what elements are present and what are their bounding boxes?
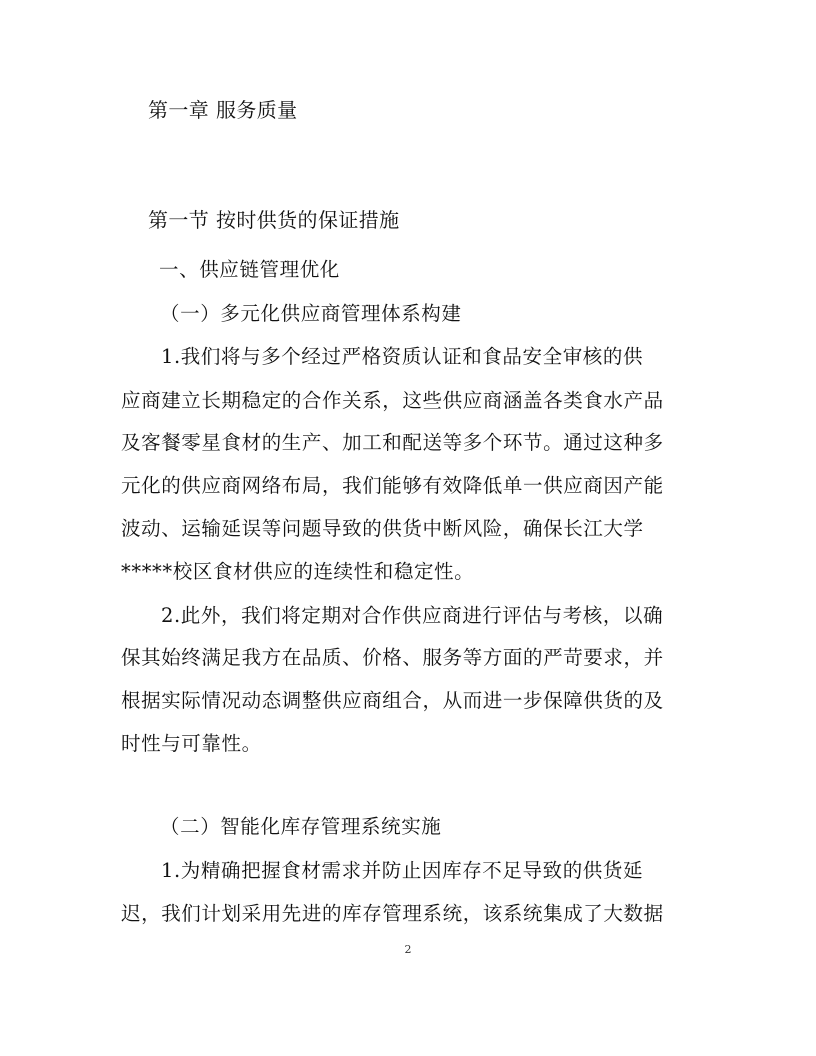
paragraph-line: 1.我们将与多个经过严格资质认证和食品安全审核的供 xyxy=(161,345,644,368)
paragraph-line: 应商建立长期稳定的合作关系，这些供应商涵盖各类食水产品 xyxy=(121,389,664,412)
paragraph-line: 根据实际情况动态调整供应商组合，从而进一步保障供货的及 xyxy=(121,689,664,712)
paragraph-line: 时性与可靠性。 xyxy=(121,732,262,755)
heading-supply-chain: 一、供应链管理优化 xyxy=(159,258,340,281)
paragraph-line: 保其始终满足我方在品质、价格、服务等方面的严苛要求，并 xyxy=(121,646,664,669)
paragraph-line: 迟，我们计划采用先进的库存管理系统，该系统集成了大数据 xyxy=(121,902,664,925)
page-number: 2 xyxy=(404,943,412,956)
section-title: 第一节 按时供货的保证措施 xyxy=(148,208,400,232)
paragraph-line: 及客餐零星食材的生产、加工和配送等多个环节。通过这种多 xyxy=(121,431,664,454)
paragraph-line: 1.为精确把握食材需求并防止因库存不足导致的供货延 xyxy=(161,859,644,882)
chapter-title: 第一章 服务质量 xyxy=(148,98,298,122)
subheading-supplier-system: （一）多元化供应商管理体系构建 xyxy=(160,302,462,325)
paragraph-line: 2.此外，我们将定期对合作供应商进行评估与考核，以确 xyxy=(161,604,664,627)
paragraph-line: 波动、运输延误等问题导致的供货中断风险，确保长江大学 xyxy=(121,517,644,540)
paragraph-line: *****校区食材供应的连续性和稳定性。 xyxy=(121,560,475,583)
subheading-inventory-system: （二）智能化库存管理系统实施 xyxy=(160,815,442,838)
paragraph-line: 元化的供应商网络布局，我们能够有效降低单一供应商因产能 xyxy=(121,474,664,497)
